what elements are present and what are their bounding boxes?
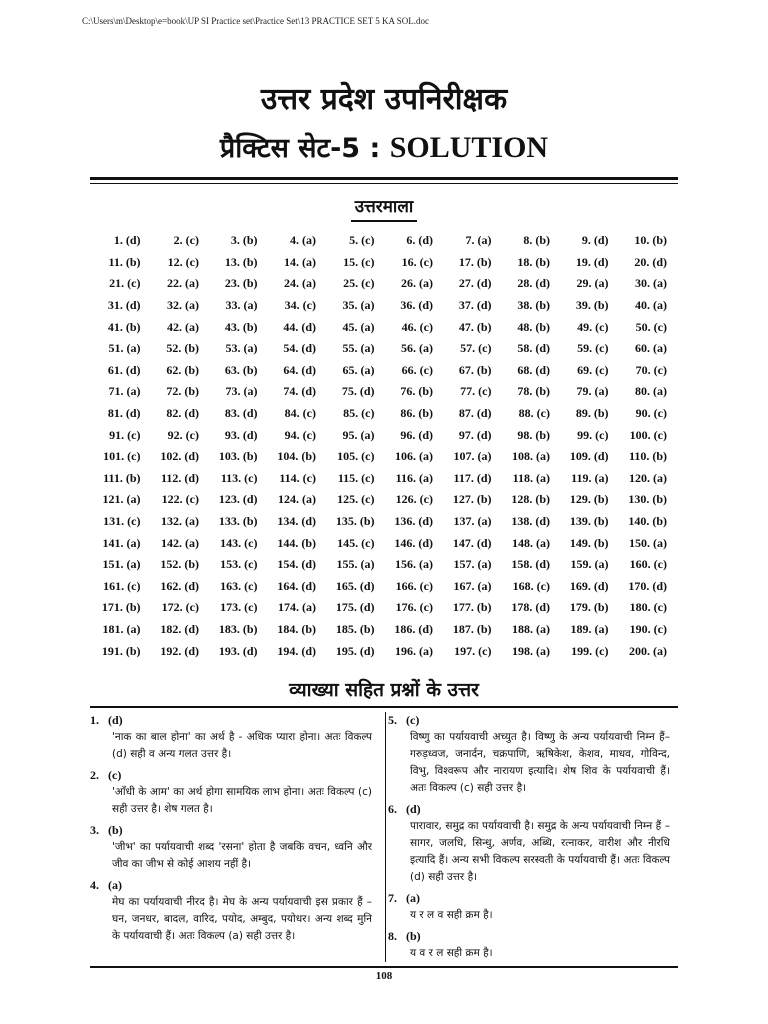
answer-cell: 168. (c) xyxy=(512,578,550,593)
answer-cell: 160. (c) xyxy=(629,557,667,572)
answer-cell: 3. (b) xyxy=(230,233,258,248)
question-number: 1. xyxy=(90,713,99,727)
answer-cell: 29. (a) xyxy=(576,276,609,291)
answer-cell: 15. (c) xyxy=(343,254,375,269)
answer-cell: 80. (a) xyxy=(635,384,667,399)
answer-cell: 178. (d) xyxy=(511,600,550,615)
answer-cell: 187. (b) xyxy=(452,621,492,636)
answer-cell: 123. (d) xyxy=(218,492,258,507)
answer-cell: 48. (b) xyxy=(517,319,550,334)
explanation-text: 'नाक का बाल होना' का अर्थ है - अधिक प्यारा होना। अतः विकल्प (d) सही व अन्य गलत उत्तर है। xyxy=(112,731,372,760)
answer-cell: 43. (b) xyxy=(224,319,258,334)
answer-cell: 25. (c) xyxy=(343,276,375,291)
answer-cell: 24. (a) xyxy=(284,276,316,291)
answer-cell: 51. (a) xyxy=(108,341,141,356)
answer-cell: 14. (a) xyxy=(284,254,316,269)
answer-cell: 184. (b) xyxy=(277,621,316,636)
answer-cell: 16. (c) xyxy=(401,254,433,269)
answer-cell: 157. (a) xyxy=(453,557,492,572)
answer-cell: 182. (d) xyxy=(160,621,199,636)
explanation-body xyxy=(108,877,372,945)
answer-cell: 78. (b) xyxy=(517,384,550,399)
answer-cell: 65. (a) xyxy=(342,362,375,377)
answer-cell: 190. (c) xyxy=(629,621,667,636)
explanations-divider xyxy=(90,706,678,708)
answer-cell: 7. (a) xyxy=(465,233,492,248)
explanation-item xyxy=(90,712,372,763)
explanation-body xyxy=(406,928,670,962)
answer-cell: 6. (d) xyxy=(406,233,433,248)
answer-cell: 76. (b) xyxy=(400,384,433,399)
explanation-item xyxy=(388,928,670,962)
answer-cell: 28. (d) xyxy=(517,276,550,291)
answer-cell: 96. (d) xyxy=(400,427,433,442)
footer-divider xyxy=(90,966,678,968)
answer-cell: 55. (a) xyxy=(342,341,375,356)
question-answer: (a) xyxy=(406,891,420,905)
answer-cell: 166. (c) xyxy=(395,578,433,593)
answer-cell: 120. (a) xyxy=(629,470,667,485)
answer-key-grid xyxy=(90,230,675,662)
answer-cell: 106. (a) xyxy=(395,449,433,464)
explanation-text: 'आँधी के आम' का अर्थ होगा सामयिक लाभ होना। अतः विकल्प (c) सही उत्तर है। शेष गलत है। xyxy=(112,786,372,815)
page-title: उत्तर प्रदेश उपनिरीक्षक xyxy=(260,82,508,117)
answer-cell: 84. (c) xyxy=(284,406,316,421)
answer-cell: 52. (b) xyxy=(166,341,199,356)
answer-cell: 54. (d) xyxy=(283,341,316,356)
question-answer: (c) xyxy=(108,768,122,782)
answer-cell: 38. (b) xyxy=(517,298,550,313)
answer-cell: 183. (b) xyxy=(218,621,258,636)
answer-cell: 151. (a) xyxy=(102,557,141,572)
answer-cell: 72. (b) xyxy=(166,384,199,399)
answer-cell: 30. (a) xyxy=(635,276,667,291)
answer-cell: 77. (c) xyxy=(460,384,492,399)
answer-cell: 62. (b) xyxy=(166,362,199,377)
explanation-text: विष्णु का पर्यायवाची अच्युत है। विष्णु के अन्य पर्यायवाची निम्न हैं–गरुड़ध्वज, जनार्दन, चक्रपाणि, ऋषिकेश, केशव, माधव, गोविन्द, विभु, विश्वरूप और नारायण इत्यादि। शेष शिव के पर्यायवाची हैं। अतः विकल्प (c) सही उत्तर है। xyxy=(410,731,670,794)
answer-cell: 5. (c) xyxy=(349,233,375,248)
question-answer: (b) xyxy=(108,823,123,837)
answer-cell: 162. (d) xyxy=(160,578,199,593)
answer-cell: 66. (c) xyxy=(401,362,433,377)
answer-cell: 103. (b) xyxy=(218,449,258,464)
answer-cell: 171. (b) xyxy=(101,600,141,615)
answer-cell: 35. (a) xyxy=(342,298,375,313)
answers-heading-text: उत्तरमाला xyxy=(351,196,418,222)
answer-cell: 135. (b) xyxy=(335,514,375,529)
answer-cell: 134. (d) xyxy=(277,514,316,529)
answer-cell: 119. (a) xyxy=(571,470,609,485)
explanation-item xyxy=(388,801,670,886)
answer-cell: 136. (d) xyxy=(394,514,433,529)
answer-cell: 18. (b) xyxy=(517,254,550,269)
answer-cell: 71. (a) xyxy=(108,384,141,399)
answer-cell: 50. (c) xyxy=(635,319,667,334)
answer-cell: 36. (d) xyxy=(400,298,433,313)
answer-cell: 117. (d) xyxy=(453,470,492,485)
answer-cell: 99. (c) xyxy=(577,427,609,442)
answer-cell: 150. (a) xyxy=(629,535,667,550)
answer-cell: 100. (c) xyxy=(629,427,667,442)
explanation-item xyxy=(90,822,372,873)
answer-cell: 46. (c) xyxy=(401,319,433,334)
answer-cell: 53. (a) xyxy=(225,341,258,356)
answer-cell: 138. (d) xyxy=(511,514,550,529)
answer-cell: 73. (a) xyxy=(225,384,258,399)
answer-cell: 137. (a) xyxy=(453,514,492,529)
explanation-item xyxy=(90,767,372,818)
answer-cell: 70. (c) xyxy=(635,362,667,377)
answer-cell: 196. (a) xyxy=(395,643,433,658)
answer-cell: 56. (a) xyxy=(401,341,433,356)
question-number: 3. xyxy=(90,823,99,837)
answer-cell: 127. (b) xyxy=(452,492,492,507)
explanation-item xyxy=(90,877,372,945)
answer-cell: 193. (d) xyxy=(218,643,258,658)
answer-cell: 133. (b) xyxy=(218,514,258,529)
answer-cell: 93. (d) xyxy=(224,427,258,442)
explanations-heading: व्याख्या सहित प्रश्नों के उत्तर xyxy=(289,679,479,701)
answer-cell: 1. (d) xyxy=(113,233,141,248)
answer-cell: 74. (d) xyxy=(283,384,316,399)
answer-cell: 92. (c) xyxy=(167,427,199,442)
answer-cell: 163. (c) xyxy=(220,578,258,593)
title-divider-thin xyxy=(90,183,678,184)
answer-cell: 13. (b) xyxy=(224,254,258,269)
answer-cell: 181. (a) xyxy=(102,621,141,636)
answer-cell: 128. (b) xyxy=(511,492,550,507)
answer-cell: 49. (c) xyxy=(577,319,609,334)
answer-cell: 105. (c) xyxy=(337,449,375,464)
answer-cell: 104. (b) xyxy=(277,449,316,464)
answer-cell: 142. (a) xyxy=(161,535,199,550)
explanation-text: 'जीभ' का पर्यायवाची शब्द 'रसना' होता है जबकि वचन, ध्वनि और जीव का जीभ से कोई आशय नहीं है। xyxy=(112,841,372,870)
question-number: 4. xyxy=(90,878,99,892)
answer-cell: 140. (b) xyxy=(628,514,667,529)
column-divider xyxy=(385,712,386,962)
answer-cell: 9. (d) xyxy=(581,233,609,248)
answer-cell: 195. (d) xyxy=(335,643,375,658)
explanation-body xyxy=(406,712,670,797)
answer-cell: 87. (d) xyxy=(458,406,492,421)
answer-cell: 126. (c) xyxy=(395,492,433,507)
answer-cell: 109. (d) xyxy=(569,449,609,464)
answer-cell: 81. (d) xyxy=(107,406,141,421)
answer-cell: 121. (a) xyxy=(102,492,141,507)
answer-cell: 200. (a) xyxy=(629,643,667,658)
answer-cell: 147. (d) xyxy=(452,535,492,550)
question-number: 7. xyxy=(388,891,397,905)
answer-cell: 82. (d) xyxy=(166,406,199,421)
answer-cell: 152. (b) xyxy=(160,557,199,572)
answer-cell: 79. (a) xyxy=(576,384,609,399)
question-number: 5. xyxy=(388,713,397,727)
answer-cell: 98. (b) xyxy=(517,427,550,442)
explanation-item xyxy=(388,712,670,797)
answer-cell: 31. (d) xyxy=(107,298,141,313)
answer-cell: 41. (b) xyxy=(107,319,141,334)
file-path-header: C:\Users\m\Desktop\e=book\UP SI Practice set\Practice Set\13 PRACTICE SET 5 KA SOL.doc xyxy=(82,16,430,26)
answer-cell: 101. (c) xyxy=(103,449,141,464)
answer-cell: 145. (c) xyxy=(337,535,375,550)
answer-cell: 180. (c) xyxy=(629,600,667,615)
answer-cell: 199. (c) xyxy=(571,643,609,658)
answer-cell: 111. (b) xyxy=(103,470,141,485)
answer-cell: 20. (d) xyxy=(634,254,667,269)
answer-cell: 57. (c) xyxy=(460,341,492,356)
answer-cell: 108. (a) xyxy=(512,449,550,464)
answer-cell: 21. (c) xyxy=(109,276,141,291)
answer-cell: 118. (a) xyxy=(512,470,550,485)
answer-cell: 47. (b) xyxy=(458,319,492,334)
explanation-body xyxy=(406,890,670,924)
explanation-text: य र ल व सही क्रम है। xyxy=(410,909,493,921)
answer-cell: 58. (d) xyxy=(517,341,550,356)
answer-cell: 197. (c) xyxy=(454,643,492,658)
subtitle-latin: SOLUTION xyxy=(389,131,549,164)
answer-cell: 176. (c) xyxy=(395,600,433,615)
explanation-body xyxy=(406,801,670,886)
answer-cell: 110. (b) xyxy=(628,449,667,464)
explanation-body xyxy=(108,712,372,763)
answer-cell: 107. (a) xyxy=(453,449,492,464)
answer-cell: 114. (c) xyxy=(279,470,316,485)
page-number: 108 xyxy=(375,970,393,982)
answer-cell: 173. (c) xyxy=(220,600,258,615)
answer-cell: 67. (b) xyxy=(458,362,492,377)
explanation-text: य व र ल सही क्रम है। xyxy=(410,947,493,959)
answer-cell: 8. (b) xyxy=(523,233,550,248)
answer-cell: 42. (a) xyxy=(167,319,199,334)
answer-cell: 198. (a) xyxy=(512,643,550,658)
answer-cell: 102. (d) xyxy=(160,449,199,464)
explanation-text: पारावार, समुद्र का पर्यायवाची है। समुद्र के अन्य पर्यायवाची निम्न हैं – सागर, जलधि, सिन्धु, अर्णव, अब्धि, रत्नाकर, वारीश और नीरधि इत्यादि हैं। अन्य सभी विकल्प सरस्वती के पर्यायवाची हैं। अतः विकल्प (d) सही उत्तर है। xyxy=(410,820,670,883)
explanation-text: मेघ का पर्यायवाची नीरद है। मेघ के अन्य पर्यायवाची इस प्रकार हैं – घन, जनधर, बादल, वारिद, पयोद, अम्बुद, पयोधर। अन्य शब्द मुनि के पर्यायवाची हैं। अतः विकल्प (a) सही उत्तर है। xyxy=(112,896,372,942)
answer-cell: 143. (c) xyxy=(220,535,258,550)
answer-cell: 122. (c) xyxy=(161,492,199,507)
answer-cell: 186. (d) xyxy=(394,621,433,636)
answer-cell: 112. (d) xyxy=(160,470,199,485)
question-answer: (a) xyxy=(108,878,122,892)
answer-cell: 90. (c) xyxy=(635,406,667,421)
question-answer: (b) xyxy=(406,929,421,943)
question-answer: (d) xyxy=(108,713,123,727)
answer-cell: 17. (b) xyxy=(458,254,492,269)
answer-cell: 75. (d) xyxy=(341,384,375,399)
answer-cell: 63. (b) xyxy=(224,362,258,377)
answer-cell: 139. (b) xyxy=(569,514,609,529)
answer-cell: 37. (d) xyxy=(458,298,492,313)
answer-cell: 89. (b) xyxy=(575,406,609,421)
question-answer: (d) xyxy=(406,802,421,816)
answer-cell: 95. (a) xyxy=(342,427,375,442)
explanation-item xyxy=(388,890,670,924)
answer-cell: 129. (b) xyxy=(569,492,609,507)
answers-heading xyxy=(0,196,768,222)
answer-cell: 69. (c) xyxy=(577,362,609,377)
answer-cell: 167. (a) xyxy=(453,578,492,593)
page-subtitle xyxy=(0,128,768,169)
answer-cell: 130. (b) xyxy=(628,492,667,507)
answer-cell: 86. (b) xyxy=(400,406,433,421)
answer-cell: 158. (d) xyxy=(511,557,550,572)
answer-cell: 64. (d) xyxy=(283,362,316,377)
answer-cell: 115. (c) xyxy=(337,470,375,485)
answer-cell: 156. (a) xyxy=(395,557,433,572)
answer-cell: 44. (d) xyxy=(283,319,316,334)
answer-cell: 85. (c) xyxy=(343,406,375,421)
answer-cell: 116. (a) xyxy=(395,470,433,485)
answer-cell: 60. (a) xyxy=(635,341,667,356)
answer-cell: 175. (d) xyxy=(335,600,375,615)
answer-cell: 174. (a) xyxy=(278,600,316,615)
answer-cell: 172. (c) xyxy=(161,600,199,615)
answer-cell: 132. (a) xyxy=(161,514,199,529)
answer-cell: 88. (c) xyxy=(518,406,550,421)
answer-cell: 155. (a) xyxy=(336,557,375,572)
answer-cell: 39. (b) xyxy=(575,298,609,313)
answer-cell: 159. (a) xyxy=(570,557,609,572)
answer-cell: 131. (c) xyxy=(103,514,141,529)
answer-cell: 161. (c) xyxy=(103,578,141,593)
explanations-left-column xyxy=(90,712,372,949)
answer-cell: 61. (d) xyxy=(107,362,141,377)
answer-cell: 146. (d) xyxy=(394,535,433,550)
answer-cell: 169. (d) xyxy=(569,578,609,593)
answer-cell: 19. (d) xyxy=(575,254,609,269)
answer-cell: 179. (b) xyxy=(569,600,609,615)
answer-cell: 27. (d) xyxy=(458,276,492,291)
answer-cell: 113. (c) xyxy=(220,470,258,485)
answer-cell: 4. (a) xyxy=(290,233,316,248)
answer-cell: 191. (b) xyxy=(101,643,141,658)
answer-cell: 91. (c) xyxy=(109,427,141,442)
question-number: 6. xyxy=(388,802,397,816)
answer-cell: 33. (a) xyxy=(225,298,258,313)
answer-cell: 22. (a) xyxy=(167,276,199,291)
answer-cell: 2. (c) xyxy=(173,233,199,248)
question-answer: (c) xyxy=(406,713,420,727)
answer-cell: 34. (c) xyxy=(284,298,316,313)
answer-cell: 10. (b) xyxy=(634,233,667,248)
answer-cell: 170. (d) xyxy=(628,578,667,593)
answer-cell: 149. (b) xyxy=(569,535,609,550)
answer-cell: 68. (d) xyxy=(517,362,550,377)
explanation-body xyxy=(108,822,372,873)
explanation-body xyxy=(108,767,372,818)
answer-cell: 192. (d) xyxy=(160,643,199,658)
answer-cell: 153. (c) xyxy=(220,557,258,572)
answer-cell: 124. (a) xyxy=(278,492,316,507)
question-number: 8. xyxy=(388,929,397,943)
answer-cell: 148. (a) xyxy=(512,535,550,550)
answer-cell: 141. (a) xyxy=(102,535,141,550)
explanations-right-column xyxy=(388,712,670,966)
answer-cell: 125. (c) xyxy=(337,492,375,507)
answer-cell: 189. (a) xyxy=(570,621,609,636)
answer-cell: 40. (a) xyxy=(635,298,667,313)
answer-cell: 59. (c) xyxy=(577,341,609,356)
question-number: 2. xyxy=(90,768,99,782)
answer-cell: 185. (b) xyxy=(335,621,375,636)
answer-cell: 188. (a) xyxy=(512,621,550,636)
title-divider-thick xyxy=(90,177,678,180)
answer-cell: 45. (a) xyxy=(342,319,375,334)
answer-cell: 154. (d) xyxy=(277,557,316,572)
answer-cell: 83. (d) xyxy=(224,406,258,421)
answer-cell: 177. (b) xyxy=(452,600,492,615)
answer-cell: 12. (c) xyxy=(167,254,199,269)
subtitle-hindi: प्रैक्टिस सेट-5 : xyxy=(219,133,390,164)
answer-cell: 32. (a) xyxy=(167,298,199,313)
answer-cell: 94. (c) xyxy=(284,427,316,442)
answer-cell: 11. (b) xyxy=(108,254,141,269)
answer-cell: 165. (d) xyxy=(335,578,375,593)
answer-cell: 23. (b) xyxy=(224,276,258,291)
answer-cell: 164. (d) xyxy=(277,578,316,593)
answer-cell: 97. (d) xyxy=(458,427,492,442)
answer-cell: 26. (a) xyxy=(401,276,433,291)
answer-cell: 194. (d) xyxy=(277,643,316,658)
answer-cell: 144. (b) xyxy=(277,535,316,550)
